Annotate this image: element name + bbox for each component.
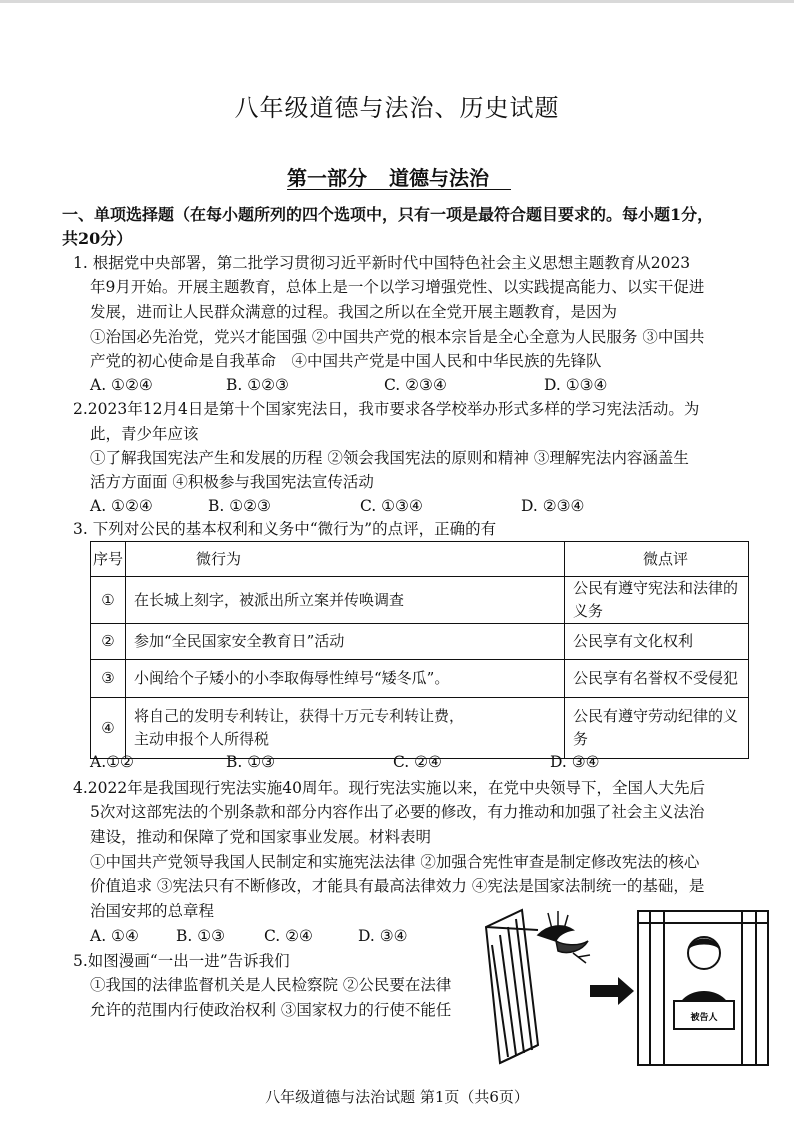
section-heading: 一、单项选择题（在每小题所列的四个选项中，只有一项是最符合题目要求的。每小题1分， bbox=[62, 205, 714, 224]
option-d: D. ③④ bbox=[550, 753, 600, 771]
question-text: 年9月开始。开展主题教育，总体上是一个以学习增强党性、以实践提高能力、以实干促进 bbox=[90, 278, 705, 296]
question-text: 2.2023年12月4日是第十个国家宪法日，我市要求各学校举办形式多样的学习宪法活动。为 bbox=[73, 400, 700, 418]
question-text: 1. 根据党中央部署，第二批学习贯彻习近平新时代中国特色社会主义思想主题教育从2023 bbox=[73, 254, 691, 272]
question-text: 发展，进而让人民群众满意的过程。我国之所以在全党开展主题教育，是因为 bbox=[90, 303, 618, 321]
row-act-line: 主动申报个人所得税 bbox=[134, 730, 270, 748]
option-d: D. ①③④ bbox=[544, 376, 608, 394]
question-text: 活方方面面 ④积极参与我国宪法宣传活动 bbox=[90, 473, 374, 491]
row-act: 参加“全民国家安全教育日”活动 bbox=[126, 624, 565, 660]
option-d: D. ②③④ bbox=[521, 497, 585, 515]
question-text: 价值追求 ③宪法只有不断修改，才能具有最高法律效力 ④宪法是国家法制统一的基础，是 bbox=[90, 877, 705, 895]
option-c: C. ②④ bbox=[264, 927, 313, 945]
option-b: B. ①②③ bbox=[226, 376, 289, 394]
part-title bbox=[287, 162, 489, 191]
row-number: ② bbox=[91, 624, 126, 660]
row-comment: 公民享有文化权利 bbox=[565, 624, 749, 660]
question-text: 建设，推动和保障了党和国家事业发展。材料表明 bbox=[90, 828, 432, 846]
col-header: 微点评 bbox=[565, 542, 749, 577]
row-act-line: 将自己的发明专利转让，获得十万元专利转让费， bbox=[134, 707, 465, 725]
table-row bbox=[91, 660, 749, 698]
row-number: ③ bbox=[91, 660, 126, 698]
part-label: 第一部分 bbox=[287, 166, 367, 190]
q3-table bbox=[90, 541, 749, 759]
exam-title: 八年级道德与法治、历史试题 bbox=[234, 94, 560, 122]
table-row bbox=[91, 698, 749, 759]
option-a: A. ①②④ bbox=[90, 497, 153, 515]
part-name: 道德与法治 bbox=[389, 166, 489, 190]
row-act bbox=[126, 698, 565, 759]
bird-icon bbox=[538, 911, 590, 963]
question-text: 3. 下列对公民的基本权利和义务中“微行为”的点评，正确的有 bbox=[73, 520, 497, 538]
row-act: 小闽给个子矮小的小李取侮辱性绰号“矮冬瓜”。 bbox=[126, 660, 565, 698]
question-text: 允许的范围内行使政治权利 ③国家权力的行使不能任 bbox=[90, 1001, 452, 1019]
option-b: B. ①③ bbox=[176, 927, 226, 945]
question-text: 此，青少年应该 bbox=[90, 425, 199, 443]
row-comment: 公民有遵守劳动纪律的义务 bbox=[565, 698, 749, 759]
question-text: ①中国共产党领导我国人民制定和实施宪法法律 ②加强合宪性审查是制定修改宪法的核心 bbox=[90, 853, 700, 871]
question-text: 产党的初心使命是自我革命 ④中国共产党是中国人民和中华民族的先锋队 bbox=[90, 352, 602, 370]
table-row bbox=[91, 577, 749, 624]
option-a: A. ①②④ bbox=[90, 376, 153, 394]
row-number: ④ bbox=[91, 698, 126, 759]
question-text: 5.如图漫画“一出一进”告诉我们 bbox=[73, 952, 290, 970]
section-heading-cont: 共20分） bbox=[62, 229, 133, 248]
col-header: 序号 bbox=[91, 542, 126, 577]
row-comment: 公民有遵守宪法和法律的义务 bbox=[565, 577, 749, 624]
col-header: 微行为 bbox=[126, 542, 565, 577]
option-b: B. ①③ bbox=[226, 753, 276, 771]
question-text: ①我国的法律监督机关是人民检察院 ②公民要在法律 bbox=[90, 976, 452, 994]
question-text: ①了解我国宪法产生和发展的历程 ②领会我国宪法的原则和精神 ③理解宪法内容涵盖生 bbox=[90, 449, 689, 467]
table-row bbox=[91, 624, 749, 660]
question-text: 4.2022年是我国现行宪法实施40周年。现行宪法实施以来，在党中央领导下，全国人大先后 bbox=[73, 779, 705, 797]
option-a: A. ①④ bbox=[90, 927, 139, 945]
cartoon-illustration bbox=[478, 905, 778, 1070]
option-c: C. ②④ bbox=[393, 753, 442, 771]
question-text: 5次对这部宪法的个别条款和部分内容作出了必要的修改，有力推动和加强了社会主义法治 bbox=[90, 803, 705, 821]
option-c: C. ①③④ bbox=[360, 497, 423, 515]
question-text: 治国安邦的总章程 bbox=[90, 902, 215, 920]
page-footer: 八年级道德与法治试题 第1页（共6页） bbox=[265, 1088, 529, 1106]
top-border bbox=[0, 0, 794, 3]
row-number: ① bbox=[91, 577, 126, 624]
arrow-icon bbox=[590, 977, 634, 1005]
open-cage-icon bbox=[486, 910, 538, 1063]
option-c: C. ②③④ bbox=[384, 376, 447, 394]
table-header-row bbox=[91, 542, 749, 577]
option-b: B. ①②③ bbox=[208, 497, 271, 515]
option-a: A.①② bbox=[90, 753, 134, 771]
closed-cage-icon bbox=[638, 911, 768, 1065]
row-comment: 公民享有名誉权不受侵犯 bbox=[565, 660, 749, 698]
part-underline bbox=[287, 189, 511, 190]
row-act: 在长城上刻字，被派出所立案并传唤调查 bbox=[126, 577, 565, 624]
question-text: ①治国必先治党，党兴才能国强 ②中国共产党的根本宗旨是全心全意为人民服务 ③中国共 bbox=[90, 328, 705, 346]
defendant-sign: 被告人 bbox=[690, 1013, 718, 1023]
option-d: D. ③④ bbox=[358, 927, 408, 945]
